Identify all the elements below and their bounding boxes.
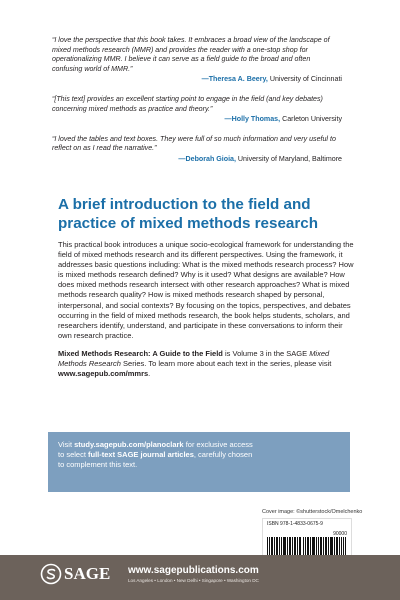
promo-text-1: Visit bbox=[58, 440, 75, 449]
price-code: 90000 bbox=[333, 531, 347, 537]
promo-link[interactable]: study.sagepub.com/planoclark bbox=[74, 440, 184, 449]
description-paragraph: This practical book introduces a unique socio-ecological framework for understanding the field of mixed methods research and its different perspectives. Using the framework, it addresses basic questions including: What is the mixed methods research process? How is mixed methods research defined? Why is it used? What designs are available? How does mixed methods research intersect with other research approaches? What is mixed methods research quality? How is mixed methods research shaped by personal, interpersonal, and social contexts? By focusing on the topics, perspectives, and debates occurring in the field of mixed methods research, the book helps students, scholars, and researchers identify, understand, and participate in these conversations to inform their own research practice. bbox=[58, 240, 354, 340]
quote-affiliation: University of Maryland, Baltimore bbox=[235, 154, 342, 163]
headline: A brief introduction to the field and practice of mixed methods research bbox=[58, 196, 318, 232]
quote-affiliation: University of Cincinnati bbox=[267, 75, 342, 84]
promo-text-3: , carefully chosen to complement this text. bbox=[58, 450, 253, 469]
quote-attribution bbox=[52, 155, 342, 165]
promo-highlight: full-text SAGE journal articles bbox=[88, 450, 194, 459]
sage-logo-text: SAGE bbox=[64, 564, 111, 583]
series-link[interactable]: www.sagepub.com/mmrs bbox=[58, 369, 149, 379]
sage-logo bbox=[40, 563, 110, 585]
quote-text: “[This text] provides an excellent starting point to engage in the field (and key debates) concerning mixed methods as practice and theory.” bbox=[52, 94, 323, 113]
isbn-text: ISBN 978-1-4833-0675-9 bbox=[267, 521, 323, 527]
quote-affiliation: Carleton University bbox=[280, 115, 342, 124]
series-name: Mixed Methods Research bbox=[58, 348, 330, 369]
promo-text-2: for exclusive access to select bbox=[58, 440, 253, 459]
footer-bar bbox=[0, 555, 400, 600]
quote-author: —Theresa A. Beery, bbox=[201, 75, 268, 84]
quote-author: —Holly Thomas, bbox=[224, 115, 281, 124]
promo-text bbox=[58, 440, 258, 470]
cover-image-credit: Cover image: ©shutterstock/Omelchenko bbox=[262, 509, 363, 515]
quote-2 bbox=[52, 95, 342, 125]
publisher-website[interactable]: www.sagepublications.com bbox=[128, 565, 259, 576]
quote-1 bbox=[52, 36, 342, 85]
quote-text: “I love the perspective that this book takes. It embraces a broad view of the landscape of mixed methods research (MMR) and provides the reader with a one-stop shop for operationalizing MMR. I believe it can serve as a field guide to the broad and often confusing world of MMR.” bbox=[52, 36, 330, 73]
book-title: Mixed Methods Research: A Guide to the Field bbox=[58, 348, 223, 358]
quote-3 bbox=[52, 135, 342, 165]
publisher-cities: Los Angeles • London • New Delhi • Singapore • Washington DC bbox=[128, 578, 259, 583]
description bbox=[58, 240, 358, 387]
promo-box bbox=[48, 432, 350, 492]
series-end: . bbox=[148, 369, 151, 379]
quote-attribution bbox=[52, 115, 342, 125]
quote-text: “I loved the tables and text boxes. They were full of so much information and very useful to reflect on as I read the narrative.” bbox=[52, 134, 336, 153]
series-text: is Volume 3 in the SAGE bbox=[222, 348, 310, 358]
series-text-2: Series. To learn more about each text in the series, please visit bbox=[120, 359, 332, 369]
quote-attribution bbox=[52, 75, 342, 85]
endorsements bbox=[52, 36, 342, 175]
series-paragraph bbox=[58, 349, 358, 379]
sage-logo-icon bbox=[40, 563, 62, 585]
quote-author: —Deborah Gioia, bbox=[178, 154, 236, 163]
